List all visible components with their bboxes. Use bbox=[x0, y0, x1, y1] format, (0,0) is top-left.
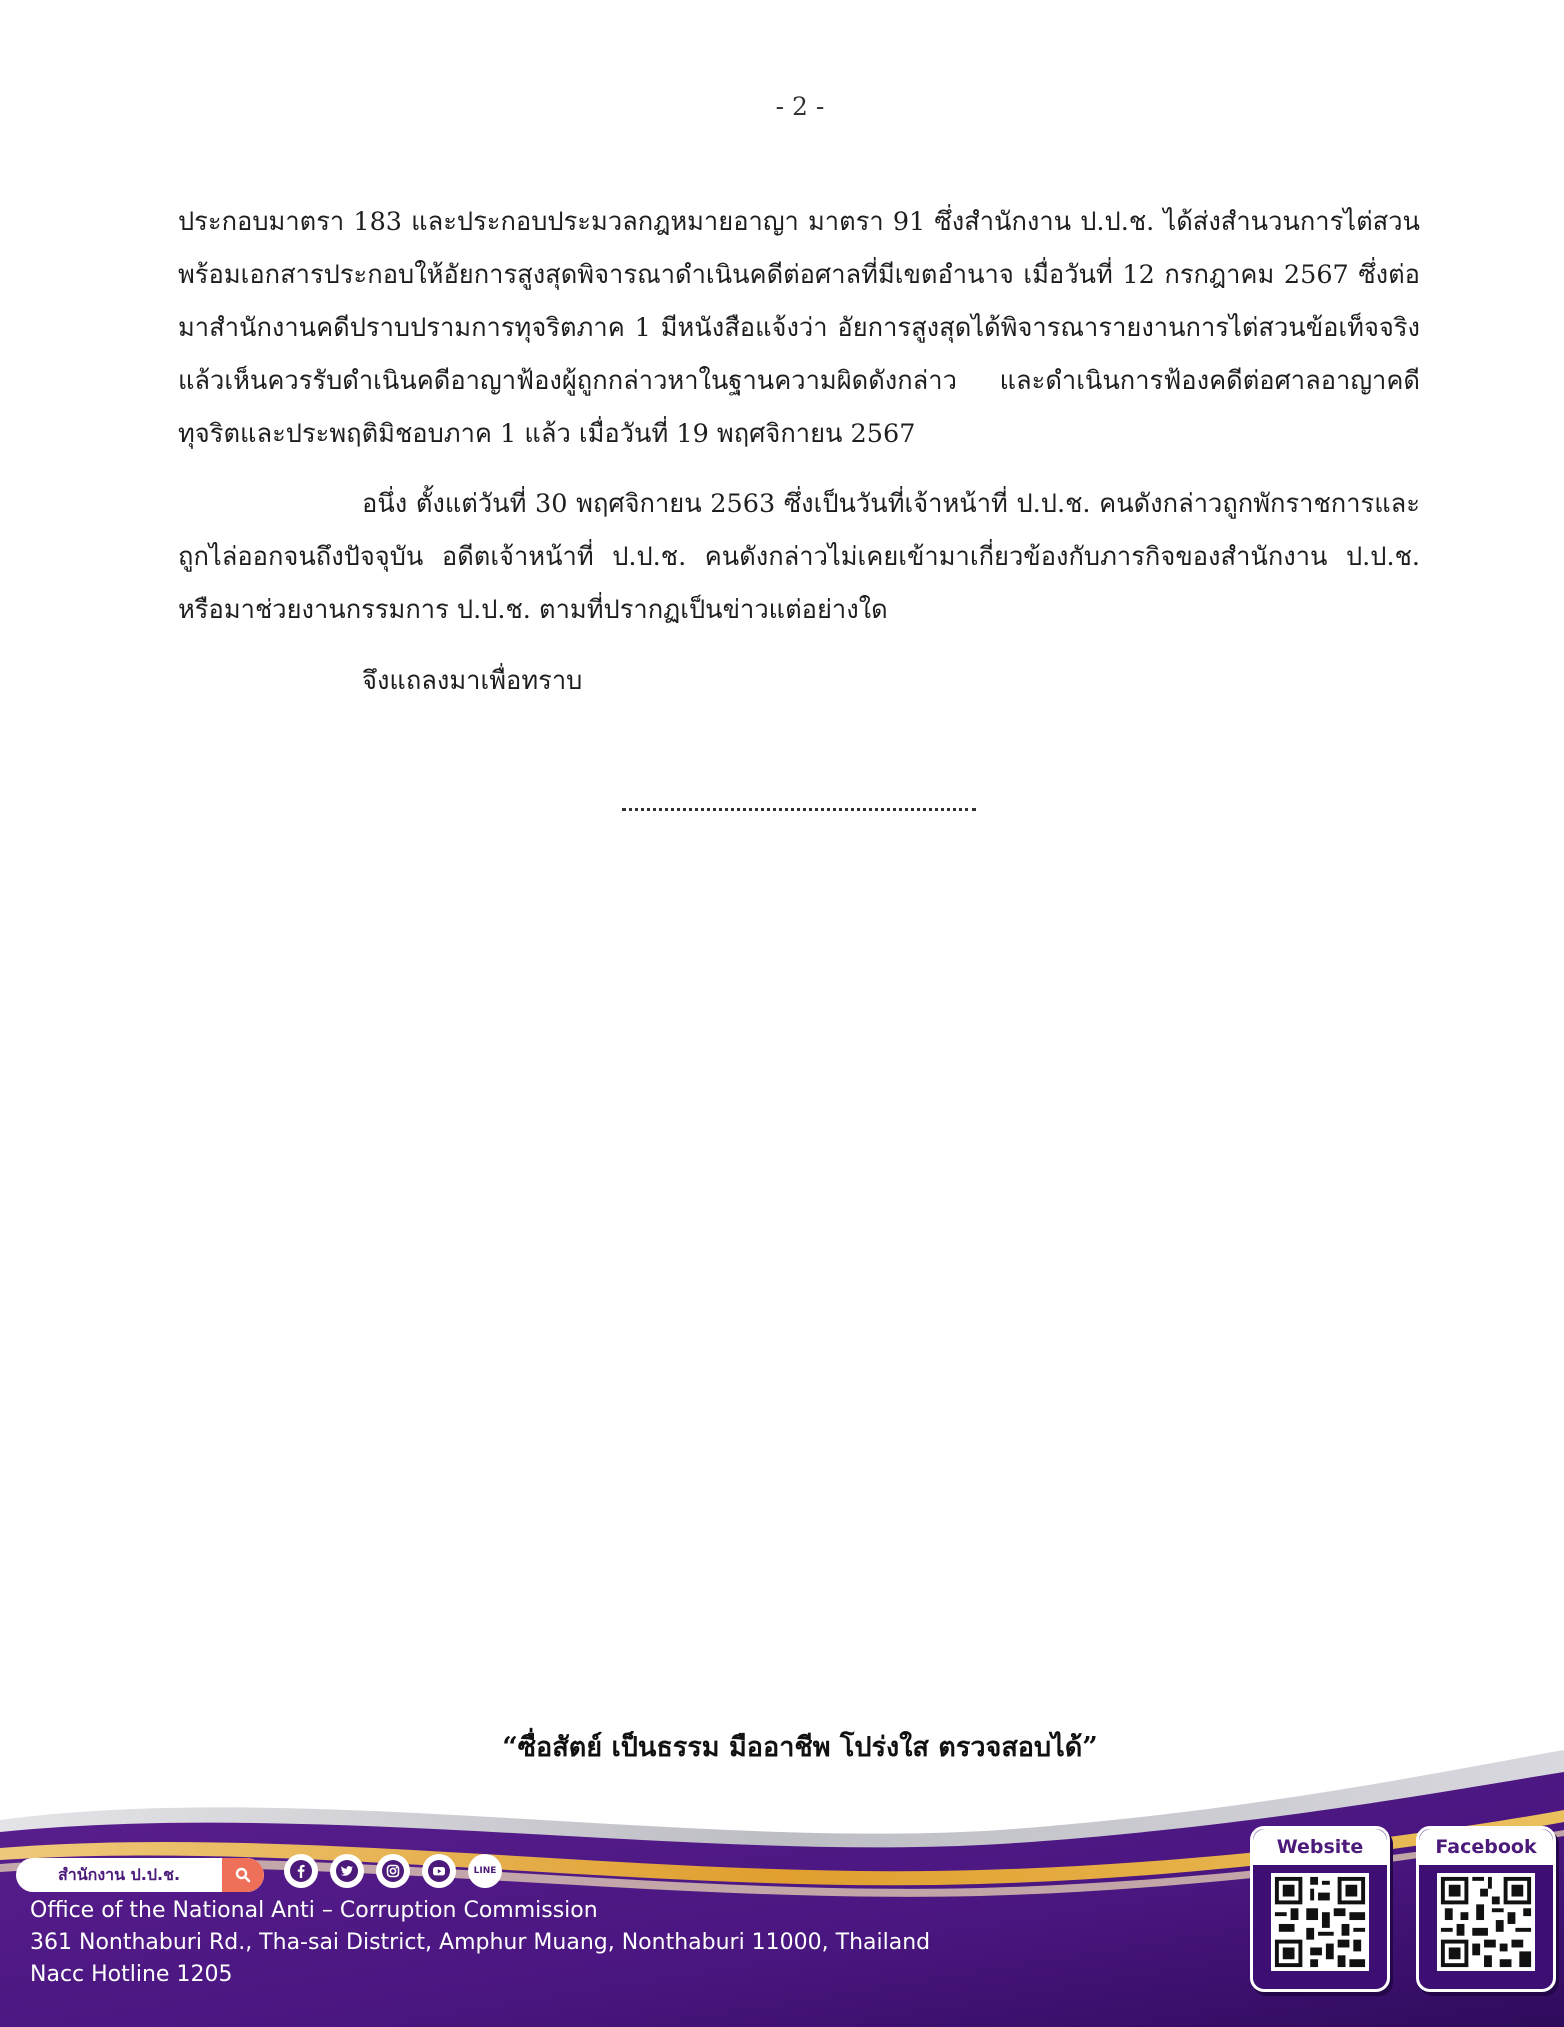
line-label: LINE bbox=[473, 1866, 497, 1876]
search-label: สำนักงาน ป.ป.ช. bbox=[57, 1865, 181, 1884]
closing-line: จึงแถลงมาเพื่อทราบ bbox=[362, 666, 583, 696]
org-name: Office of the National Anti – Corruption Commission bbox=[30, 1898, 598, 1923]
youtube-icon[interactable] bbox=[422, 1854, 456, 1888]
facebook-qr-code bbox=[1437, 1873, 1535, 1971]
website-qr-code bbox=[1271, 1873, 1369, 1971]
qr-code-icon bbox=[1437, 1873, 1535, 1971]
motto: “ซื่อสัตย์ เป็นธรรม มืออาชีพ โปร่งใส ตรวจสอบได้” bbox=[502, 1732, 1098, 1763]
signature-line bbox=[622, 788, 976, 811]
org-address: 361 Nonthaburi Rd., Tha-sai District, Amphur Muang, Nonthaburi 11000, Thailand bbox=[30, 1930, 931, 1955]
search-pill[interactable] bbox=[16, 1858, 264, 1892]
hotline: Nacc Hotline 1205 bbox=[30, 1962, 233, 1987]
website-qr-label: Website bbox=[1253, 1829, 1387, 1865]
search-button[interactable] bbox=[222, 1858, 264, 1892]
facebook-icon[interactable] bbox=[284, 1854, 318, 1888]
page-number: - 2 - bbox=[775, 92, 825, 121]
qr-code-icon bbox=[1271, 1873, 1369, 1971]
twitter-icon[interactable] bbox=[330, 1854, 364, 1888]
body-paragraph-1: ประกอบมาตรา 183 และประกอบประมวลกฎหมายอาญา มาตรา 91 ซึ่งสำนักงาน ป.ป.ช. ได้ส่งสำนวนการไต่สวนพร้อมเอกสารประกอบให้อัยการสูงสุดพิจารณาดำเนินคดีต่อศาลที่มีเขตอำนาจ เมื่อวันที่ 12 กรกฎาคม 2567 ซึ่งต่อมาสำนักงานคดีปราบปรามการทุจริตภาค 1 มีหนังสือแจ้งว่า อัยการสูงสุดได้พิจารณารายงานการไต่สวนข้อเท็จจริงแล้วเห็นควรรับดำเนินคดีอาญาฟ้องผู้ถูกกล่าวหาในฐานความผิดดังกล่าว และดำเนินการฟ้องคดีต่อศาลอาญาคดีทุจริตและประพฤติมิชอบภาค 1 แล้ว เมื่อวันที่ 19 พฤศจิกายน 2567 bbox=[178, 207, 1420, 449]
line-icon[interactable] bbox=[468, 1854, 502, 1888]
facebook-qr-label: Facebook bbox=[1419, 1829, 1553, 1865]
website-qr-card[interactable] bbox=[1250, 1826, 1390, 1992]
search-icon bbox=[235, 1867, 251, 1883]
facebook-qr-card[interactable] bbox=[1416, 1826, 1556, 1992]
instagram-icon[interactable] bbox=[376, 1854, 410, 1888]
body-paragraph-2: อนึ่ง ตั้งแต่วันที่ 30 พฤศจิกายน 2563 ซึ่งเป็นวันที่เจ้าหน้าที่ ป.ป.ช. คนดังกล่าวถูกพักราชการและถูกไล่ออกจนถึงปัจจุบัน อดีตเจ้าหน้าที่ ป.ป.ช. คนดังกล่าวไม่เคยเข้ามาเกี่ยวข้องกับภารกิจของสำนักงาน ป.ป.ช. หรือมาช่วยงานกรรมการ ป.ป.ช. ตามที่ปรากฏเป็นข่าวแต่อย่างใด bbox=[178, 489, 1420, 625]
